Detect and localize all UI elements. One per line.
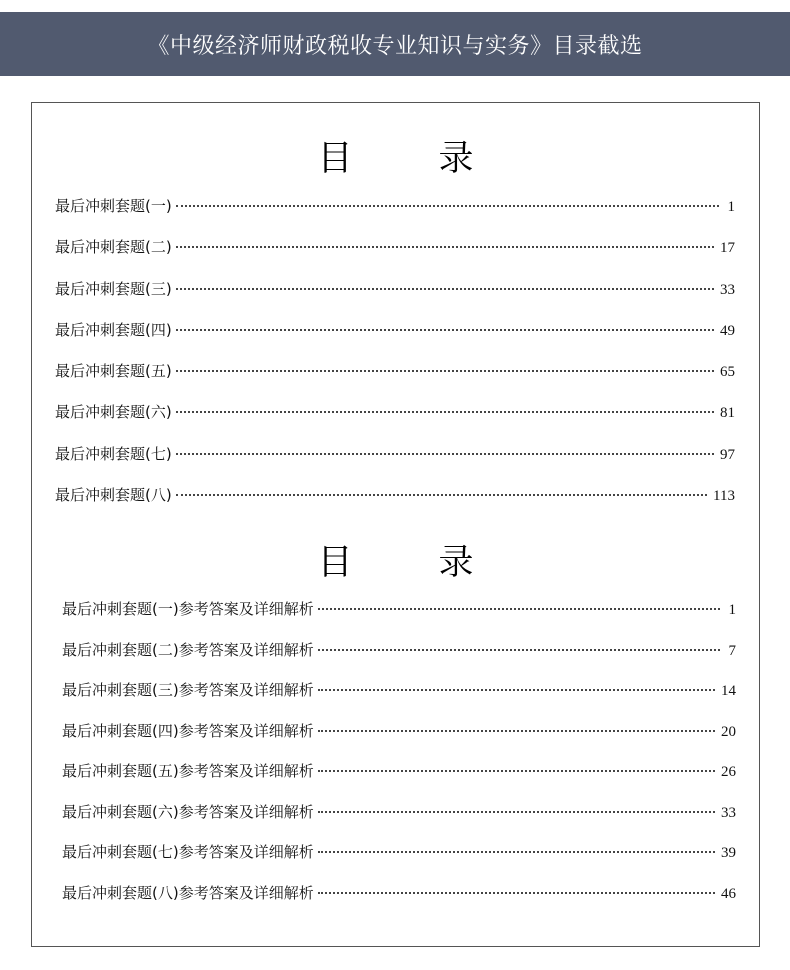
toc-entry-label: 最后冲刺套题(一) <box>55 197 172 215</box>
toc-heading-gap <box>353 535 439 585</box>
toc-heading-gap <box>353 131 439 181</box>
toc-entry[interactable] <box>62 882 736 923</box>
dot-leader <box>318 892 715 894</box>
toc-entry[interactable] <box>62 801 736 842</box>
dot-leader <box>176 246 714 248</box>
toc-entry-page: 81 <box>720 405 735 422</box>
toc-entry[interactable] <box>62 679 736 720</box>
toc-entry[interactable] <box>55 443 735 484</box>
toc-heading-char-right: 录 <box>438 139 474 179</box>
dot-leader <box>176 329 714 331</box>
toc-entry[interactable] <box>55 319 735 360</box>
toc-list-exams <box>55 195 735 525</box>
toc-heading-char-left: 目 <box>317 139 353 179</box>
toc-entry-page: 7 <box>728 642 736 659</box>
toc-entry-label: 最后冲刺套题(七) <box>55 444 172 463</box>
toc-entry-label: 最后冲刺套题(六) <box>55 403 172 422</box>
dot-leader <box>318 730 715 732</box>
toc-entry-page: 39 <box>721 845 736 861</box>
toc-entry-label: 最后冲刺套题(五) <box>55 362 172 381</box>
toc-entry[interactable] <box>62 598 736 639</box>
toc-entry[interactable] <box>55 401 735 442</box>
toc-entry-page: 33 <box>720 281 735 298</box>
toc-heading-char-left: 目 <box>317 543 353 583</box>
toc-entry-page: 49 <box>720 322 735 339</box>
dot-leader <box>318 649 720 651</box>
toc-heading-main <box>32 131 759 181</box>
toc-entry[interactable] <box>62 639 736 680</box>
toc-entry-page: 1 <box>727 199 735 215</box>
dot-leader <box>318 689 715 691</box>
toc-entry-label: 最后冲刺套题(四)参考答案及详细解析 <box>62 721 314 740</box>
toc-entry[interactable] <box>55 195 735 236</box>
toc-entry-page: 97 <box>720 446 735 463</box>
dot-leader <box>176 411 714 413</box>
toc-entry-label: 最后冲刺套题(七)参考答案及详细解析 <box>62 843 314 861</box>
toc-entry[interactable] <box>55 484 735 525</box>
toc-entry-label: 最后冲刺套题(二) <box>55 238 172 257</box>
toc-entry[interactable] <box>62 720 736 761</box>
toc-entry-page: 33 <box>721 804 736 821</box>
toc-entry-page: 17 <box>720 240 735 257</box>
dot-leader <box>176 494 707 496</box>
toc-entry-label: 最后冲刺套题(三)参考答案及详细解析 <box>62 681 314 699</box>
dot-leader <box>176 205 719 207</box>
dot-leader <box>318 608 720 610</box>
dot-leader <box>176 288 714 290</box>
toc-entry[interactable] <box>55 278 735 319</box>
toc-list-answers <box>62 598 736 922</box>
toc-entry-page: 14 <box>721 683 736 699</box>
toc-entry-page: 26 <box>721 764 736 780</box>
toc-entry-page: 1 <box>728 602 736 618</box>
dot-leader <box>318 851 715 853</box>
toc-entry-label: 最后冲刺套题(四) <box>55 320 172 339</box>
toc-entry-page: 65 <box>720 364 735 381</box>
toc-entry-label: 最后冲刺套题(五)参考答案及详细解析 <box>62 762 314 780</box>
dot-leader <box>318 770 715 772</box>
banner-title: 《中级经济师财政税收专业知识与实务》目录截选 <box>147 33 643 59</box>
toc-entry[interactable] <box>55 360 735 401</box>
toc-frame <box>31 102 760 947</box>
toc-entry-page: 46 <box>721 885 736 902</box>
toc-entry-label: 最后冲刺套题(八) <box>55 486 172 505</box>
toc-entry[interactable] <box>55 236 735 277</box>
dot-leader <box>318 811 715 813</box>
toc-entry[interactable] <box>62 760 736 801</box>
dot-leader <box>176 370 714 372</box>
toc-entry-label: 最后冲刺套题(一)参考答案及详细解析 <box>62 600 314 618</box>
toc-entry[interactable] <box>62 841 736 882</box>
toc-entry-label: 最后冲刺套题(六)参考答案及详细解析 <box>62 802 314 821</box>
page-banner <box>0 12 790 76</box>
toc-heading-char-right: 录 <box>438 543 474 583</box>
toc-entry-label: 最后冲刺套题(八)参考答案及详细解析 <box>62 883 314 902</box>
toc-entry-label: 最后冲刺套题(三) <box>55 279 172 298</box>
toc-entry-page: 20 <box>721 723 736 740</box>
dot-leader <box>176 453 714 455</box>
toc-heading-answers <box>32 535 759 585</box>
toc-entry-page: 113 <box>713 488 735 505</box>
toc-entry-label: 最后冲刺套题(二)参考答案及详细解析 <box>62 640 314 659</box>
